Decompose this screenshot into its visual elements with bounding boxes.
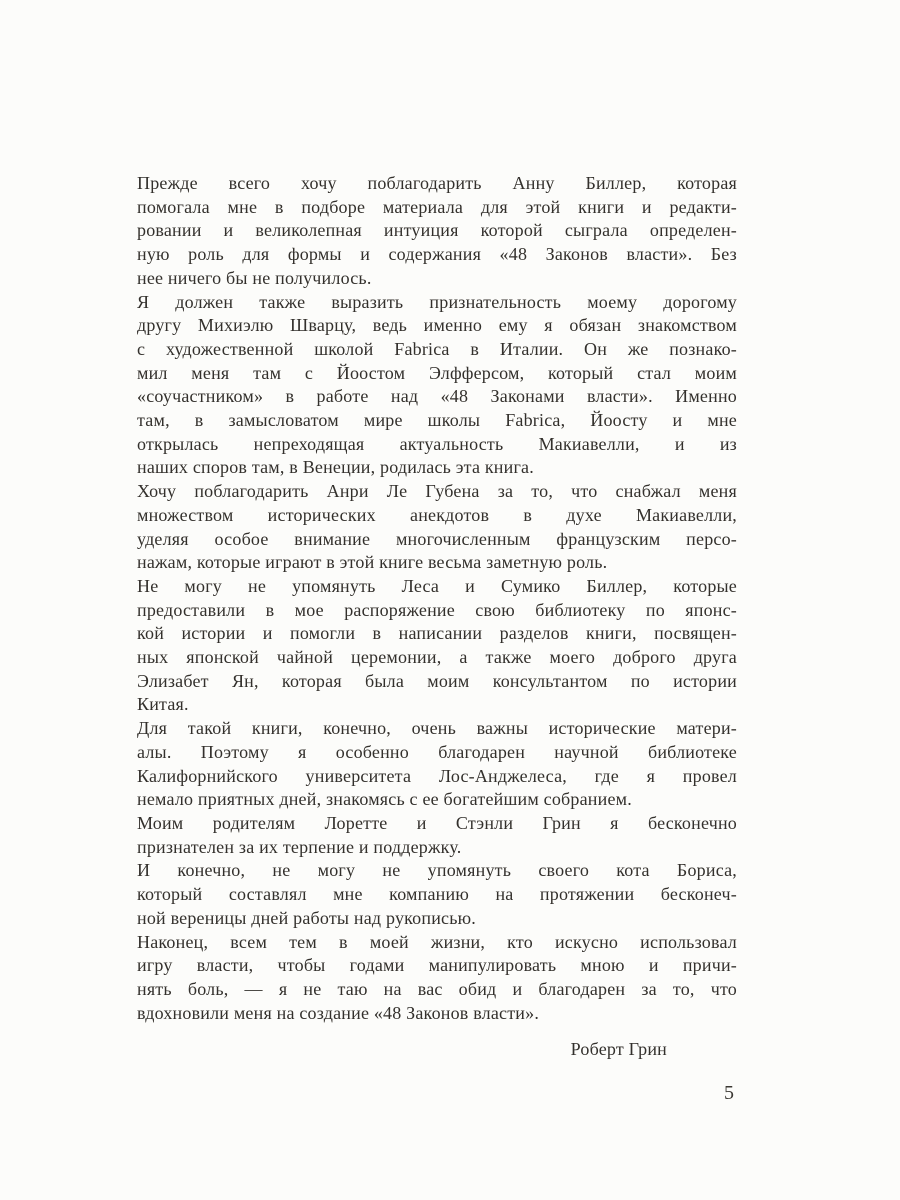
text-line: там, в замысловатом мире школы Fabrica, Йоосту и мне [137,410,737,431]
text-line: с художественной школой Fabrica в Италии. Он же познако- [137,338,737,359]
text-line: немало приятных дней, знакомясь с ее богатейшим собранием. [137,789,632,810]
text-line: Для такой книги, конечно, очень важны исторические матери- [137,718,737,739]
text-line: другу Михиэлю Шварцу, ведь именно ему я обязан знакомством [137,315,737,336]
text-line: нажам, которые играют в этой книге весьма заметную роль. [137,552,608,573]
text-line: «соучастником» в работе над «48 Законами власти». Именно [137,386,737,407]
text-line: множеством исторических анекдотов в духе Макиавелли, [137,504,737,525]
paragraph [137,480,737,575]
text-line: Не могу не упомянуть Леса и Сумико Биллер, которые [137,575,737,596]
text-line: ровании и великолепная интуиция которой сыграла определен- [137,220,737,241]
text-line: И конечно, не могу не упомянуть своего кота Бориса, [137,860,737,881]
text-line: который составлял мне компанию на протяжении бесконеч- [137,884,737,905]
paragraph [137,575,737,717]
text-line: уделяя особое внимание многочисленным французским персо- [137,528,737,549]
text-line: нять боль, — я не таю на вас обид и благодарен за то, что [137,978,737,999]
text-line: кой истории и помогли в написании разделов книги, посвящен- [137,623,737,644]
text-line: ной вереницы дней работы над рукописью. [137,907,476,928]
author-signature: Роберт Грин [570,1039,667,1060]
text-line: Элизабет Ян, которая была моим консультантом по истории [137,670,737,691]
acknowledgments-text [137,172,737,1062]
text-line: признателен за их терпение и поддержку. [137,836,462,857]
text-line: Наконец, всем тем в моей жизни, кто искусно использовал [137,931,737,952]
text-line: открылась непреходящая актуальность Макиавелли, и из [137,433,737,454]
text-line: мил меня там с Йоостом Элфферсом, который стал моим [137,362,737,383]
page-number: 5 [724,1082,734,1104]
text-line: игру власти, чтобы годами манипулировать мною и причи- [137,955,737,976]
paragraph [137,717,737,812]
text-line: алы. Поэтому я особенно благодарен научной библиотеке [137,741,737,762]
text-line: Я должен также выразить признательность моему дорогому [137,291,737,312]
text-line: Прежде всего хочу поблагодарить Анну Биллер, которая [137,173,737,193]
text-line: Хочу поблагодарить Анри Ле Губена за то, что снабжал меня [137,481,737,502]
paragraph [137,931,737,1026]
text-line: Калифорнийского университета Лос-Анджелеса, где я провел [137,765,737,786]
paragraph [137,812,737,859]
text-line: Китая. [137,694,189,715]
paragraph [137,859,737,930]
text-line: Моим родителям Лоретте и Стэнли Грин я бесконечно [137,812,737,833]
text-line: нее ничего бы не получилось. [137,267,372,288]
text-line: помогала мне в подборе материала для этой книги и редакти- [137,196,737,217]
paragraph [137,172,737,291]
paragraph [137,291,737,481]
text-line: ных японской чайной церемонии, а также моего доброго друга [137,647,737,668]
text-line: наших споров там, в Венеции, родилась эта книга. [137,457,534,478]
text-line: ную роль для формы и содержания «48 Законов власти». Без [137,244,737,265]
text-line: предоставили в мое распоряжение свою библиотеку по японс- [137,599,737,620]
text-line: вдохновили меня на создание «48 Законов власти». [137,1002,540,1023]
